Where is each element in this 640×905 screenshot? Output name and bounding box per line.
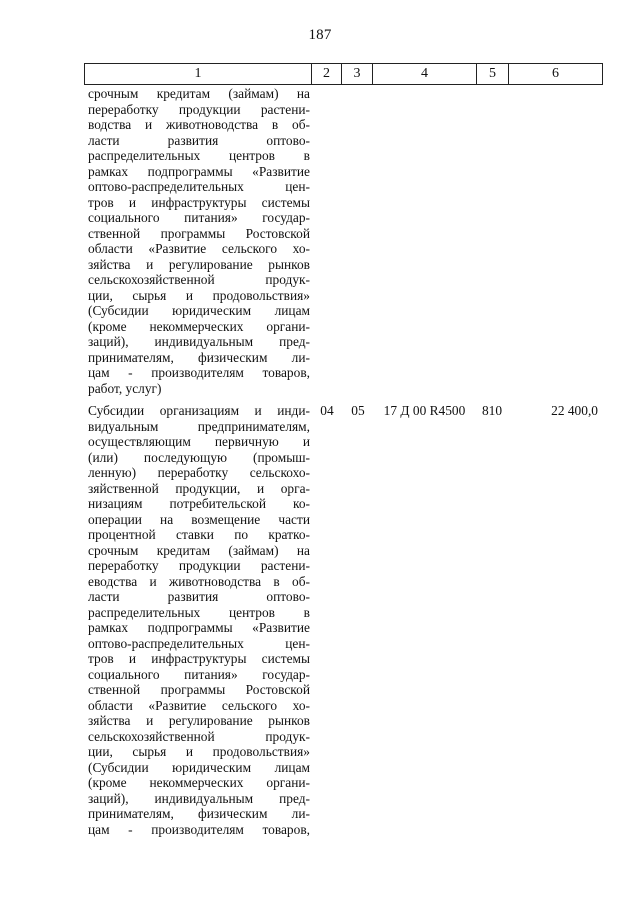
text-line: области «Развитие сельского хо- <box>88 241 310 256</box>
text-line: оптово-распределительных цен- <box>88 179 310 194</box>
text-line: ции, сырья и продовольствия» <box>88 287 310 303</box>
text-line: принимателям, физическим ли- <box>88 349 310 365</box>
column-number-3: 3 <box>342 64 373 85</box>
target-item-code: 17 Д 00 R4500 <box>383 403 466 418</box>
column-number-6: 6 <box>509 64 603 85</box>
text-line: принимателям, физическим ли- <box>88 806 310 821</box>
text-line: срочным кредитам (займам) на <box>88 542 310 558</box>
expense-type-code: 810 <box>481 403 503 418</box>
text-line: зяйства и регулирование рынков <box>88 256 310 272</box>
text-line: заций), индивидуальным пред- <box>88 790 310 806</box>
text-line: ласти развития оптово- <box>88 132 310 148</box>
section-code: 04 <box>320 403 334 418</box>
amount-value: 22 400,0 <box>551 403 598 418</box>
text-line: (Субсидии юридическим лицам <box>88 759 310 775</box>
text-line: области «Развитие сельского хо- <box>88 697 310 713</box>
text-line: операции на возмещение части <box>88 511 310 527</box>
text-line: Субсидии организациям и инди- <box>88 403 310 418</box>
text-line: цам - производителям товаров, <box>88 365 310 380</box>
text-line: срочным кредитам (займам) на <box>88 86 310 101</box>
text-line: зяйственной продукции, и орга- <box>88 480 310 496</box>
text-line: тров и инфраструктуры системы <box>88 194 310 210</box>
text-line: процентной ставки по кратко- <box>88 527 310 542</box>
subsection-code: 05 <box>351 403 365 418</box>
text-line: видуальным предпринимателям, <box>88 418 310 434</box>
text-line: рамках подпрограммы «Развитие <box>88 620 310 635</box>
text-line: ции, сырья и продовольствия» <box>88 744 310 759</box>
text-line: распределительных центров в <box>88 604 310 620</box>
text-line: (Субсидии юридическим лицам <box>88 303 310 318</box>
text-line: ственной программы Ростовской <box>88 225 310 241</box>
text-line: водства и животноводства в об- <box>88 117 310 132</box>
row-description-continued <box>88 86 310 396</box>
page-number: 187 <box>308 27 332 43</box>
text-line: еводства и животноводства в об- <box>88 573 310 589</box>
text-line: низациям потребительской ко- <box>88 496 310 511</box>
column-number-2: 2 <box>312 64 342 85</box>
text-line: заций), индивидуальным пред- <box>88 334 310 349</box>
text-line: социального питания» государ- <box>88 210 310 225</box>
column-number-5: 5 <box>477 64 509 85</box>
text-line: распределительных центров в <box>88 148 310 163</box>
text-line: оптово-распределительных цен- <box>88 635 310 651</box>
column-number-1: 1 <box>85 64 312 85</box>
text-line: зяйства и регулирование рынков <box>88 713 310 728</box>
column-number-4: 4 <box>373 64 477 85</box>
text-line: ласти развития оптово- <box>88 589 310 604</box>
text-line: переработку продукции растени- <box>88 558 310 573</box>
row-description <box>88 403 310 837</box>
text-line: (или) последующую (промыш- <box>88 449 310 465</box>
text-line: рамках подпрограммы «Развитие <box>88 163 310 179</box>
text-line: тров и инфраструктуры системы <box>88 651 310 666</box>
text-line: переработку продукции растени- <box>88 101 310 117</box>
text-line: сельскохозяйственной продук- <box>88 272 310 287</box>
text-line: осуществляющим первичную и <box>88 434 310 449</box>
text-line: ственной программы Ростовской <box>88 682 310 697</box>
table-column-header <box>84 63 603 85</box>
text-line: работ, услуг) <box>88 380 162 396</box>
text-line: ленную) переработку сельскохо- <box>88 465 310 480</box>
text-line: социального питания» государ- <box>88 666 310 682</box>
text-line: (кроме некоммерческих органи- <box>88 318 310 334</box>
text-line: (кроме некоммерческих органи- <box>88 775 310 790</box>
text-line: сельскохозяйственной продук- <box>88 728 310 744</box>
text-line: цам - производителям товаров, <box>88 821 310 837</box>
